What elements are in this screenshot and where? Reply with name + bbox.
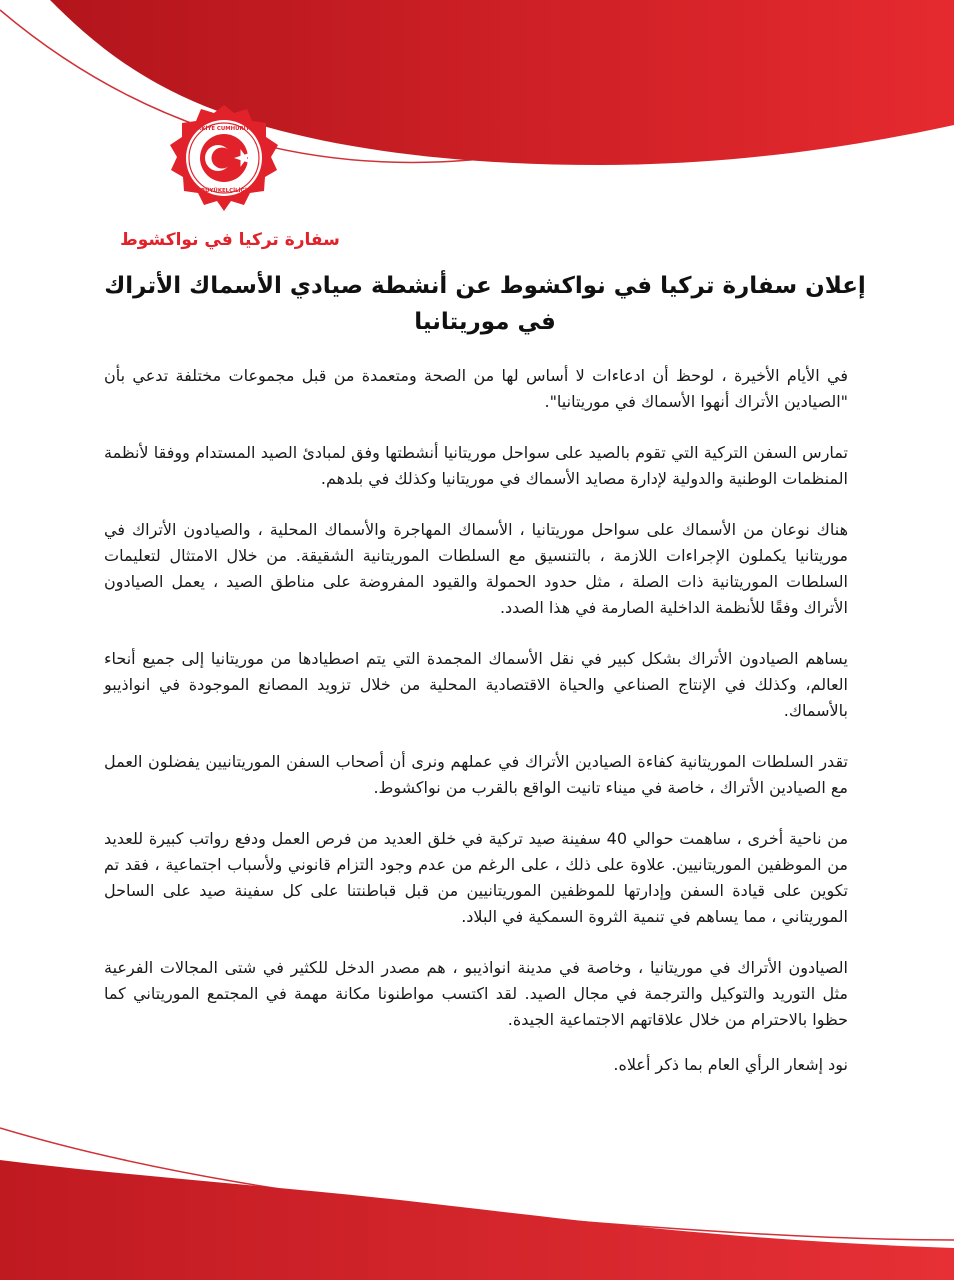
paragraph-4: يساهم الصيادون الأتراك بشكل كبير في نقل الأسماك المجمدة التي يتم اصطيادها من موريتانيا إلى جميع أنحاء العالم، وكذلك في الإنتاج الصناعي والحياة الاقتصادية المحلية من خلال تزويد المصانع الموجودة في انواذيبو بالأسماك. [104, 649, 848, 720]
bottom-wave [0, 1160, 954, 1280]
title-line-2: في موريتانيا [414, 309, 556, 335]
paragraph-2: تمارس السفن التركية التي تقوم بالصيد على سواحل موريتانيا أنشطتها وفق لمبادئ الصيد المستدام ووفقا لأنظمة المنظمات الوطنية والدولية لإدارة مصايد الأسماك في موريتانيا وكذلك في بلدهم. [104, 443, 848, 488]
document-title [100, 268, 870, 340]
embassy-name: سفارة تركيا في نواكشوط [120, 230, 340, 250]
paragraph-1: في الأيام الأخيرة ، لوحظ أن ادعاءات لا أساس لها من الصحة ومتعمدة من قبل مجموعات مختلفة تدعي بأن "الصيادين الأتراك أنهوا الأسماك في موريتانيا". [104, 366, 848, 411]
paragraph-5: تقدر السلطات الموريتانية كفاءة الصيادين الأتراك في عملهم ونرى أن أصحاب السفن الموريتانيين يفضلون العمل مع الصيادين الأتراك ، خاصة في ميناء تانيت الواقع بالقرب من نواكشوط. [104, 752, 848, 797]
paragraph-7: الصيادون الأتراك في موريتانيا ، وخاصة في مدينة انواذيبو ، هم مصدر الدخل للكثير في شتى المجالات الفرعية مثل التوريد والتوكيل والترجمة في مجال الصيد. لقد اكتسب مواطنونا مكانة مهمة في المجتمع الموريتاني كما حظوا بالاحترام من خلال علاقاتهم الاجتماعية الجيدة. [104, 958, 848, 1029]
paragraph-6: من ناحية أخرى ، ساهمت حوالي 40 سفينة صيد تركية في خلق العديد من فرص العمل ودفع رواتب كبيرة للعديد من الموظفين الموريتانيين. علاوة على ذلك ، على الرغم من عدم وجود التزام قانوني ولأسباب اجتماعية ، فقد تم تكوين على قيادة السفن وإدارتها للموظفين الموريتانيين من قبل قباطنتنا على كل سفينة صيد على الساحل الموريتاني ، مما يساهم في تنمية الثروة السمكية في البلاد. [104, 829, 849, 926]
seal-lettering-bottom: BÜYÜKELÇİLİĞİ [201, 188, 247, 194]
paragraph-3: هناك نوعان من الأسماك على سواحل موريتانيا ، الأسماك المهاجرة والأسماك المحلية ، والصيادون الأتراك في موريتانيا يكملون الإجراءات اللازمة ، بالتنسيق مع السلطات الموريتانية الشقيقة. من خلال الامتثال لتعليمات السلطات الموريتانية ذات الصلة ، مثل حدود الحمولة والقيود المفروضة على مناطق الصيد ، يعمل الصيادون الأتراك وفقًا للأنظمة الداخلية الصارمة في هذا الصدد. [104, 520, 848, 617]
document-body [104, 363, 848, 1103]
title-line-1: إعلان سفارة تركيا في نواكشوط عن أنشطة صيادي الأسماك الأتراك [104, 273, 866, 299]
closing-line: نود إشعار الرأي العام بما ذكر أعلاه. [613, 1055, 848, 1074]
seal-lettering: TÜRKİYE CUMHURİYETİ [189, 126, 259, 132]
crescent-star-seal-icon [154, 103, 294, 221]
